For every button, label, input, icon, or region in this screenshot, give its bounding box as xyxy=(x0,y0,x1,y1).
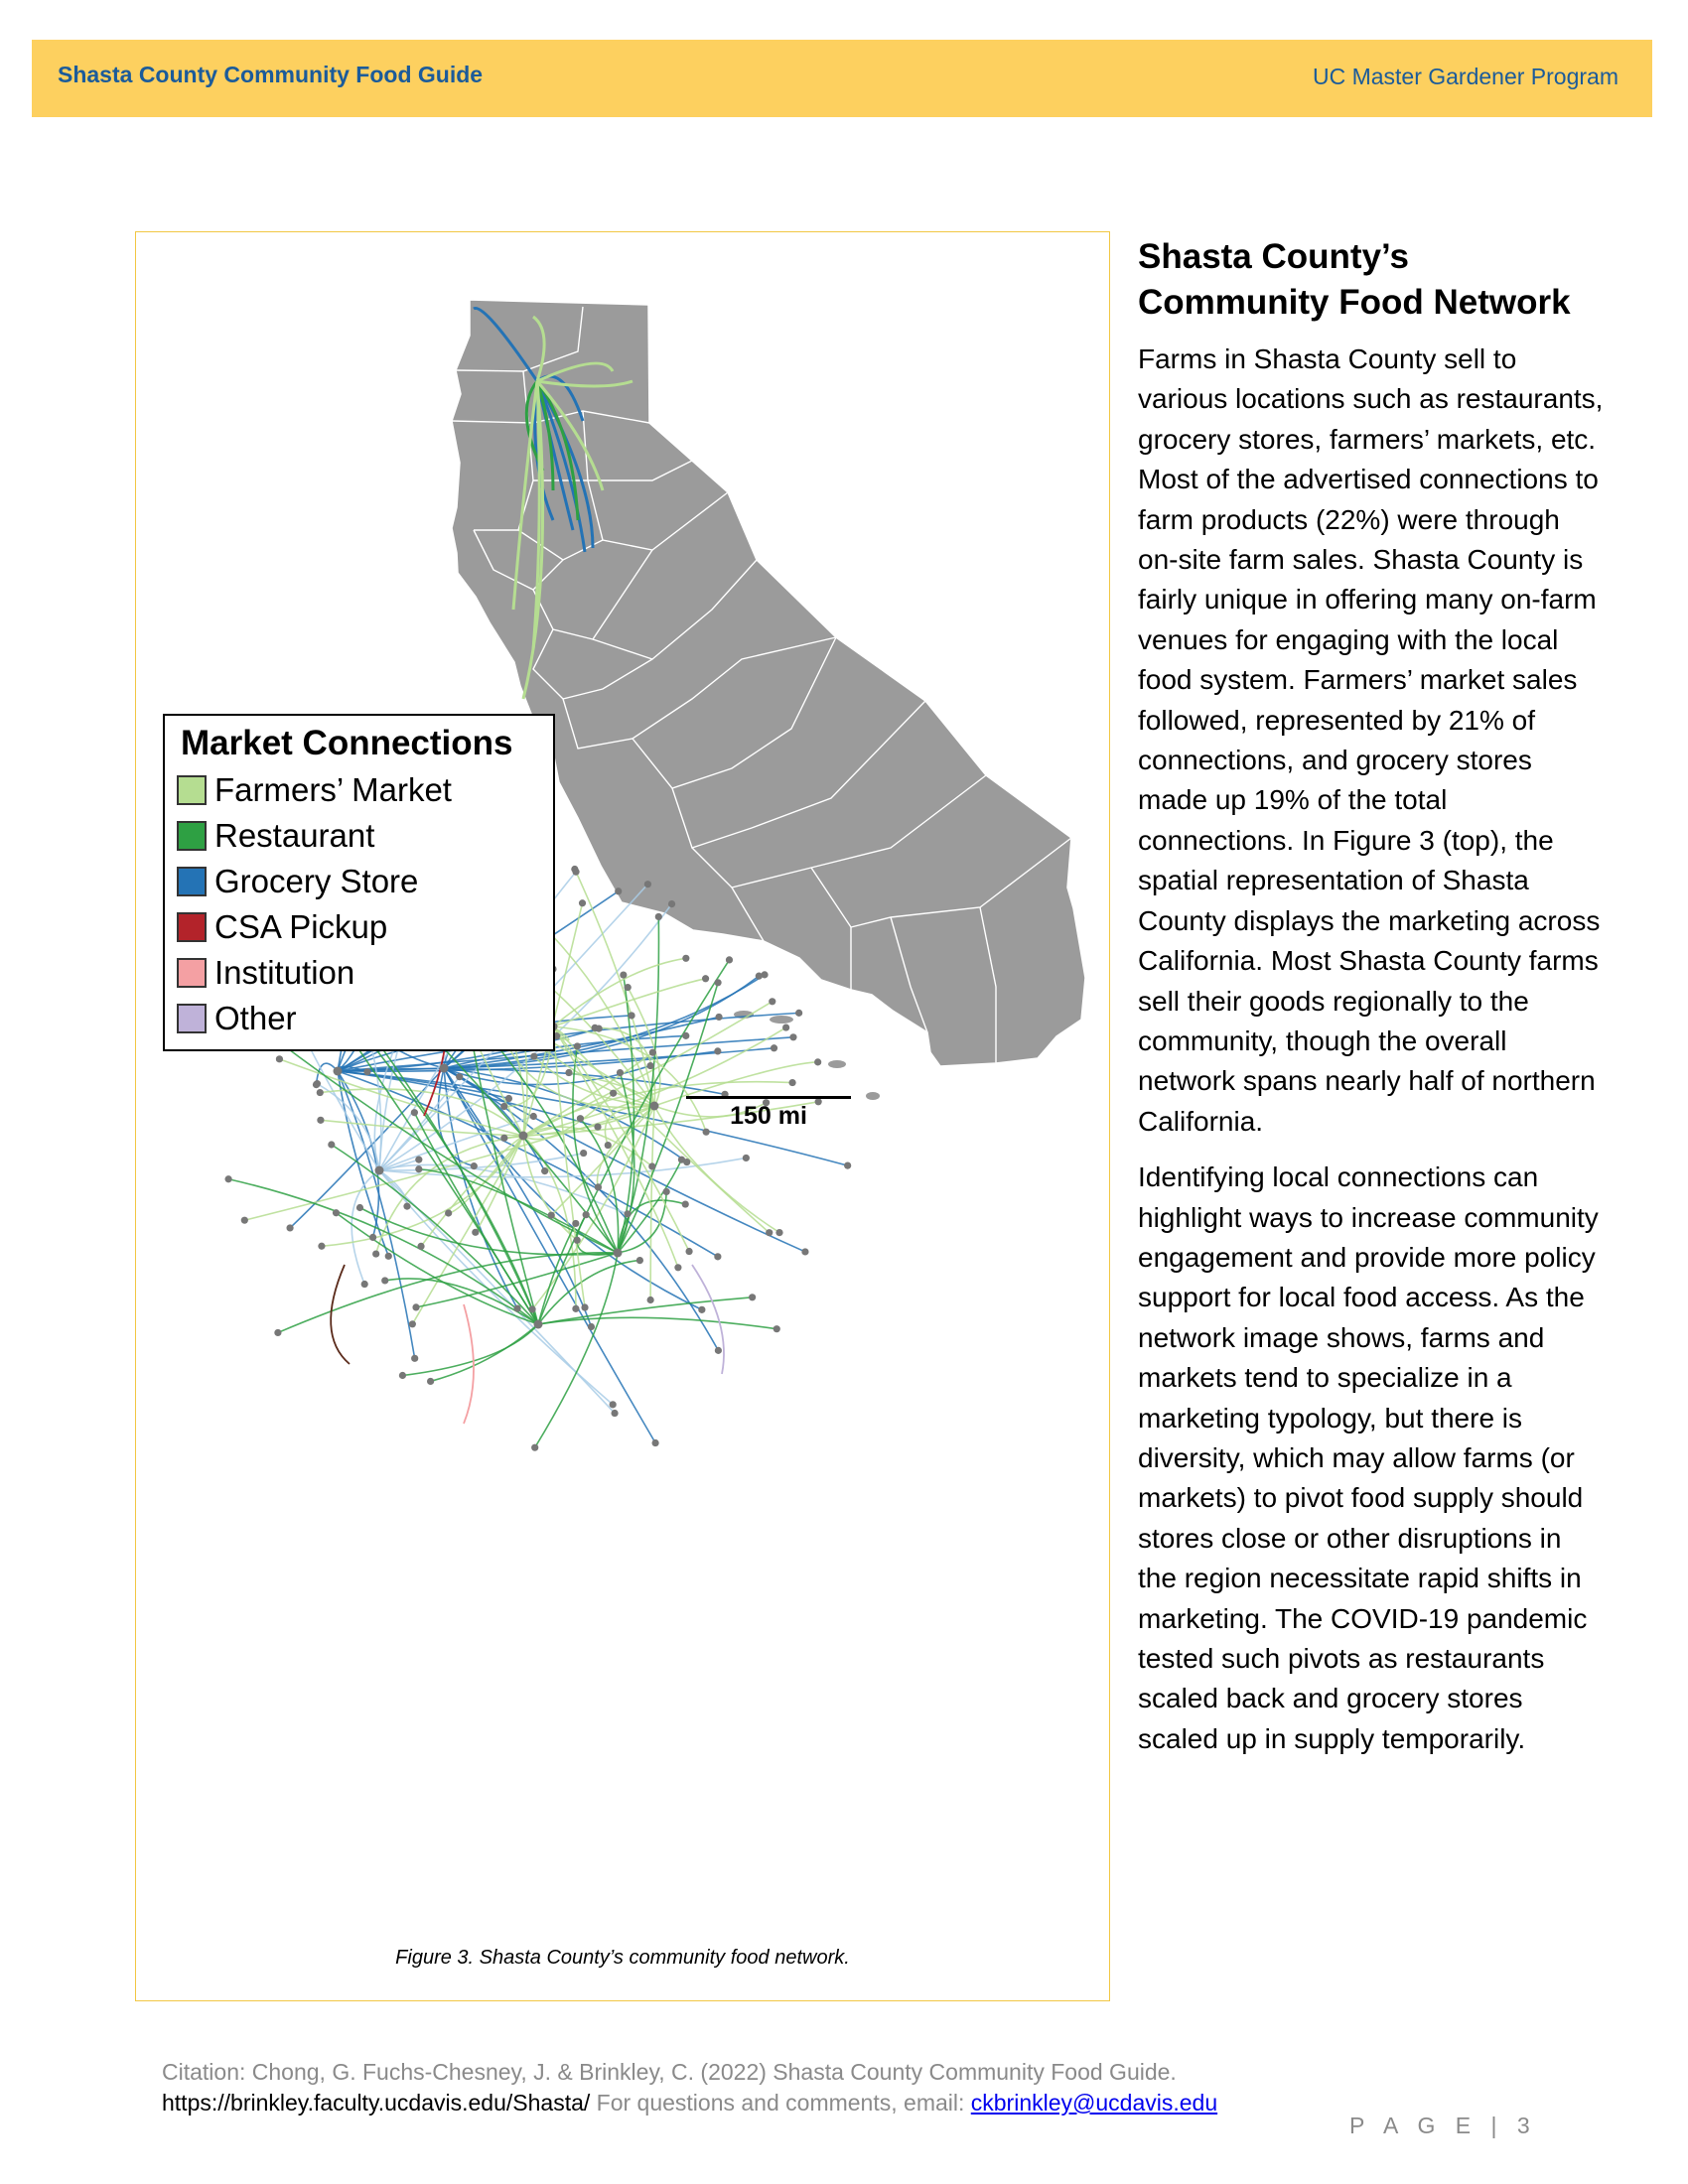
network-node xyxy=(594,1123,601,1130)
page-number: P A G E | 3 xyxy=(1349,2113,1537,2138)
network-node xyxy=(456,1073,463,1080)
network-node xyxy=(274,1329,281,1336)
legend-label: Farmers’ Market xyxy=(214,771,452,808)
network-node xyxy=(356,1204,363,1211)
network-node xyxy=(577,1115,584,1122)
network-node xyxy=(644,881,651,887)
network-node xyxy=(314,1080,321,1087)
legend-swatch xyxy=(177,867,207,896)
network-node xyxy=(715,1347,722,1354)
network-node xyxy=(417,1243,424,1250)
network-node xyxy=(844,1162,851,1169)
legend-title: Market Connections xyxy=(181,724,513,762)
network-node xyxy=(788,1079,795,1086)
network-node xyxy=(286,1224,293,1231)
network-hub-node xyxy=(440,1064,449,1073)
network-hub-node xyxy=(334,1067,343,1076)
figure-graphics xyxy=(136,232,1109,1999)
network-node xyxy=(756,973,763,980)
network-node xyxy=(583,1211,590,1218)
network-hub-node xyxy=(650,1102,659,1111)
network-node xyxy=(505,1095,512,1102)
network-node xyxy=(766,1229,773,1236)
network-node xyxy=(411,1109,418,1116)
network-node xyxy=(514,1304,521,1311)
network-node xyxy=(572,1305,579,1312)
network-node xyxy=(625,984,632,991)
network-node xyxy=(530,1053,537,1060)
network-edge xyxy=(535,1253,618,1447)
legend-swatch xyxy=(177,1004,207,1033)
network-hub-node xyxy=(519,1132,528,1141)
network-node xyxy=(814,1058,821,1065)
network-node xyxy=(617,1069,624,1076)
network-node xyxy=(702,975,709,982)
network-node xyxy=(381,1277,388,1284)
network-node xyxy=(685,1248,692,1255)
network-node xyxy=(427,1378,434,1385)
network-node xyxy=(611,1410,618,1417)
network-node xyxy=(769,998,775,1005)
network-hub-node xyxy=(534,1320,543,1329)
figure-caption: Figure 3. Shasta County’s community food network. xyxy=(395,1947,850,1969)
network-hub-node xyxy=(614,1249,623,1258)
network-node xyxy=(574,1042,581,1049)
network-node xyxy=(605,1142,612,1149)
network-node xyxy=(317,1089,324,1096)
network-node xyxy=(571,866,578,873)
network-node xyxy=(636,1257,643,1264)
network-node xyxy=(541,1167,548,1174)
network-node xyxy=(771,1044,777,1051)
network-edge xyxy=(538,1317,776,1328)
network-node xyxy=(646,1062,653,1069)
network-node xyxy=(726,956,733,963)
network-node xyxy=(668,900,675,907)
network-node xyxy=(615,887,622,894)
network-node xyxy=(565,1069,572,1076)
network-node xyxy=(782,1024,789,1030)
network-node xyxy=(399,1372,406,1379)
network-edge xyxy=(538,1261,639,1324)
scale-line xyxy=(686,1096,851,1099)
network-node xyxy=(774,1325,780,1332)
network-node xyxy=(610,1090,617,1097)
network-node xyxy=(795,1010,802,1017)
network-node xyxy=(682,955,689,962)
network-node xyxy=(714,1253,721,1260)
network-node xyxy=(574,1237,581,1244)
network-node xyxy=(412,1303,419,1310)
network-node xyxy=(500,1135,507,1142)
legend-item-restaurant xyxy=(177,813,541,859)
network-node xyxy=(471,1162,478,1169)
legend-label: Restaurant xyxy=(214,817,375,854)
network-node xyxy=(647,1297,654,1303)
network-node xyxy=(580,1150,587,1157)
network-node xyxy=(369,1234,376,1241)
network-node xyxy=(276,1055,283,1062)
network-edge xyxy=(416,1253,618,1307)
page-footer xyxy=(162,2057,1217,2118)
legend-item-institution xyxy=(177,950,541,996)
network-node xyxy=(714,1047,721,1054)
channel-islands xyxy=(734,1011,880,1100)
network-node xyxy=(361,1281,368,1288)
scale-label: 150 mi xyxy=(730,1102,807,1130)
network-node xyxy=(715,1014,722,1021)
network-node xyxy=(530,1113,537,1120)
network-node xyxy=(682,1200,689,1207)
network-node xyxy=(415,1157,422,1163)
network-edge xyxy=(692,1265,724,1374)
network-node xyxy=(610,1401,617,1408)
network-node xyxy=(531,1444,538,1451)
network-node xyxy=(592,1024,599,1031)
network-node xyxy=(663,1188,670,1195)
network-node xyxy=(682,1032,689,1039)
network-node xyxy=(678,1157,685,1163)
network-node xyxy=(372,1250,379,1257)
network-node xyxy=(241,1217,248,1224)
network-node xyxy=(500,1103,507,1110)
legend-item-other xyxy=(177,996,541,1041)
network-node xyxy=(649,1049,656,1056)
network-node xyxy=(628,1012,634,1019)
network-node xyxy=(385,1253,392,1260)
legend-item-grocery-store xyxy=(177,859,541,904)
legend-item-farmers-market xyxy=(177,767,541,813)
network-node xyxy=(328,1141,335,1148)
network-edge xyxy=(331,1265,350,1364)
network-node xyxy=(789,1033,796,1040)
network-node xyxy=(411,1355,418,1362)
legend-label: Other xyxy=(214,1000,297,1036)
guide-url-link[interactable]: https://brinkley.faculty.ucdavis.edu/Shasta/ xyxy=(162,2090,591,2116)
network-node xyxy=(620,971,627,978)
citation: Citation: Chong, G. Fuchs-Chesney, J. & Brinkley, C. (2022) Shasta County Community Food Guide. xyxy=(162,2059,1177,2085)
network-node xyxy=(579,899,586,906)
network-edge xyxy=(338,1071,388,1256)
network-node xyxy=(655,913,662,920)
legend-label: CSA Pickup xyxy=(214,908,388,945)
legend-label: Institution xyxy=(214,954,355,991)
network-node xyxy=(749,1294,756,1300)
map-legend xyxy=(163,714,555,1051)
article-paragraph-2: Identifying local connections can highlight ways to increase community engagement and provide more policy support for local food access. As the network image shows, farms and markets tend to specialize in a marketing typology, but there is diversity, which may allow farms (or markets) to pivot food supply should stores close or other disruptions in the region necessitate rapid shifts in marketing. The COVID-19 pandemic tested such pivots as restaurants scaled back and grocery stores scaled up in supply temporarily. xyxy=(1138,1161,1599,1754)
network-node xyxy=(528,1305,535,1312)
network-node xyxy=(624,1210,631,1217)
network-node xyxy=(775,1229,782,1236)
legend-swatch xyxy=(177,821,207,851)
network-node xyxy=(445,1209,452,1216)
questions-text: For questions and comments, email: xyxy=(590,2090,971,2116)
network-edge xyxy=(431,1324,538,1381)
network-node xyxy=(648,1162,655,1169)
network-node xyxy=(651,1439,658,1446)
network-node xyxy=(224,1175,231,1182)
footer-contact-line xyxy=(162,2088,1217,2118)
network-node xyxy=(801,1248,808,1255)
scale-bar xyxy=(686,1096,851,1131)
page-header xyxy=(32,40,1652,117)
network-node xyxy=(572,1220,579,1227)
program-name: UC Master Gardener Program xyxy=(1312,64,1618,89)
network-node xyxy=(698,1306,705,1313)
network-node xyxy=(403,1203,410,1210)
article xyxy=(1138,234,1605,1775)
network-node xyxy=(318,1243,325,1250)
article-paragraph-1: Farms in Shasta County sell to various locations such as restaurants, grocery stores, farmers’ markets, etc. Most of the advertised connections to farm products (22%) were through on-site farm sales. Shasta County is fairly unique in offering many on-farm venues for engaging with the local food system. Farmers’ market sales followed, represented by 21% of connections, and grocery stores made up 19% of the total connections. In Figure 3 (top), the spatial representation of Shasta County displays the marketing across California. Most Shasta County farms sell their goods regionally to the community, though the overall network spans nearly half of northern California. xyxy=(1138,343,1604,1137)
figure-frame xyxy=(135,231,1110,2001)
network-node xyxy=(581,1303,588,1310)
network-node xyxy=(472,1229,479,1236)
network-node xyxy=(409,1320,416,1327)
legend-item-csa-pickup xyxy=(177,904,541,950)
network-node xyxy=(714,979,721,986)
legend-swatch xyxy=(177,775,207,805)
network-node xyxy=(415,1165,422,1172)
network-node xyxy=(588,1323,595,1330)
network-node xyxy=(363,1068,370,1075)
network-node xyxy=(317,1117,324,1124)
network-node xyxy=(548,1212,555,1219)
email-link[interactable]: ckbrinkley@ucdavis.edu xyxy=(970,2090,1218,2116)
network-node xyxy=(333,1209,340,1216)
legend-swatch xyxy=(177,912,207,942)
guide-title: Shasta County Community Food Guide xyxy=(58,62,484,87)
legend-swatch xyxy=(177,958,207,988)
network-node xyxy=(743,1155,750,1161)
article-title: Shasta County’s Community Food Network xyxy=(1138,237,1571,322)
network-node xyxy=(595,1183,602,1190)
legend-label: Grocery Store xyxy=(214,863,419,899)
network-hub-node xyxy=(375,1166,384,1175)
network-node xyxy=(674,1264,681,1271)
